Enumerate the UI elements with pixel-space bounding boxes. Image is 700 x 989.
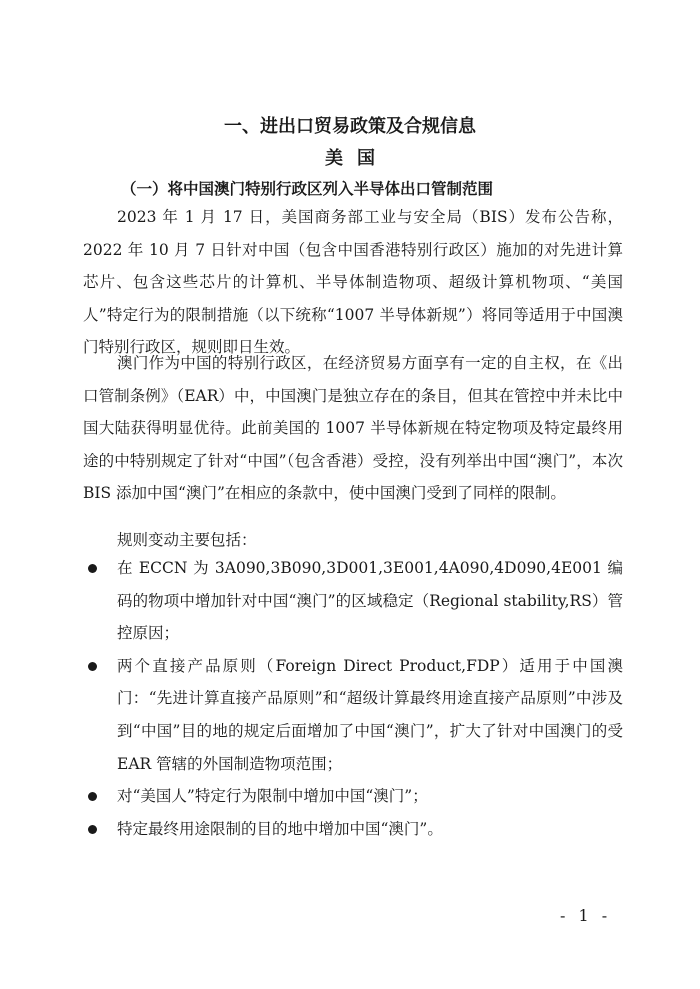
list-lead-text: 规则变动主要包括： xyxy=(117,531,257,549)
body-paragraph: 2023 年 1 月 17 日，美国商务部工业与安全局（BIS）发布公告称，2022 年 10 月 7 日针对中国（包含中国香港特别行政区）施加的对先进计算芯片、包含这些芯片的计算机、半导体制造物项、超级计算机物项、“美国人”特定行为的限制措施（以下统称“1007 半导体新规”）将同等适用于中国澳门特别行政区，规则即日生效。 xyxy=(83,208,623,357)
list-item xyxy=(83,813,623,846)
section-heading: 一、进出口贸易政策及合规信息 xyxy=(224,116,476,137)
bullet-icon xyxy=(88,564,97,573)
list-item xyxy=(83,780,623,813)
list-item-text: 两个直接产品原则（Foreign Direct Product,FDP）适用于中国澳门：“先进计算直接产品原则”和“超级计算最终用途直接产品原则”中涉及到“中国”目的地的规定后面增加了中国“澳门”，扩大了针对中国澳门的受 EAR 管辖的外国制造物项范围； xyxy=(117,656,623,773)
rule-change-list xyxy=(83,552,623,845)
list-item xyxy=(83,650,623,780)
list-item xyxy=(83,552,623,650)
list-item-text: 对“美国人”特定行为限制中增加中国“澳门”； xyxy=(117,787,428,806)
bullet-icon xyxy=(88,792,97,801)
body-paragraph: 澳门作为中国的特别行政区，在经济贸易方面享有一定的自主权，在《出口管制条例》（EAR）中，中国澳门是独立存在的条目，但其在管控中并未比中国大陆获得明显优待。此前美国的 1007 半导体新规在特定物项及特定最终用途的中特别规定了针对“中国”（包含香港）受控，没有列举出中国“澳门”，本次 BIS 添加中国“澳门”在相应的条款中，使中国澳门受到了同样的限制。 xyxy=(83,354,623,503)
country-heading: 美国 xyxy=(325,148,389,169)
bullet-icon xyxy=(88,662,97,671)
page-number: - 1 - xyxy=(560,906,612,925)
list-item-text: 特定最终用途限制的目的地中增加中国“澳门”。 xyxy=(117,819,443,838)
subsection-heading: （一）将中国澳门特别行政区列入半导体出口管制范围 xyxy=(121,180,494,198)
list-item-text: 在 ECCN 为 3A090,3B090,3D001,3E001,4A090,4D090,4E001 编码的物项中增加针对中国“澳门”的区域稳定（Regional stability,RS）管控原因； xyxy=(117,559,623,643)
bullet-icon xyxy=(88,825,97,834)
